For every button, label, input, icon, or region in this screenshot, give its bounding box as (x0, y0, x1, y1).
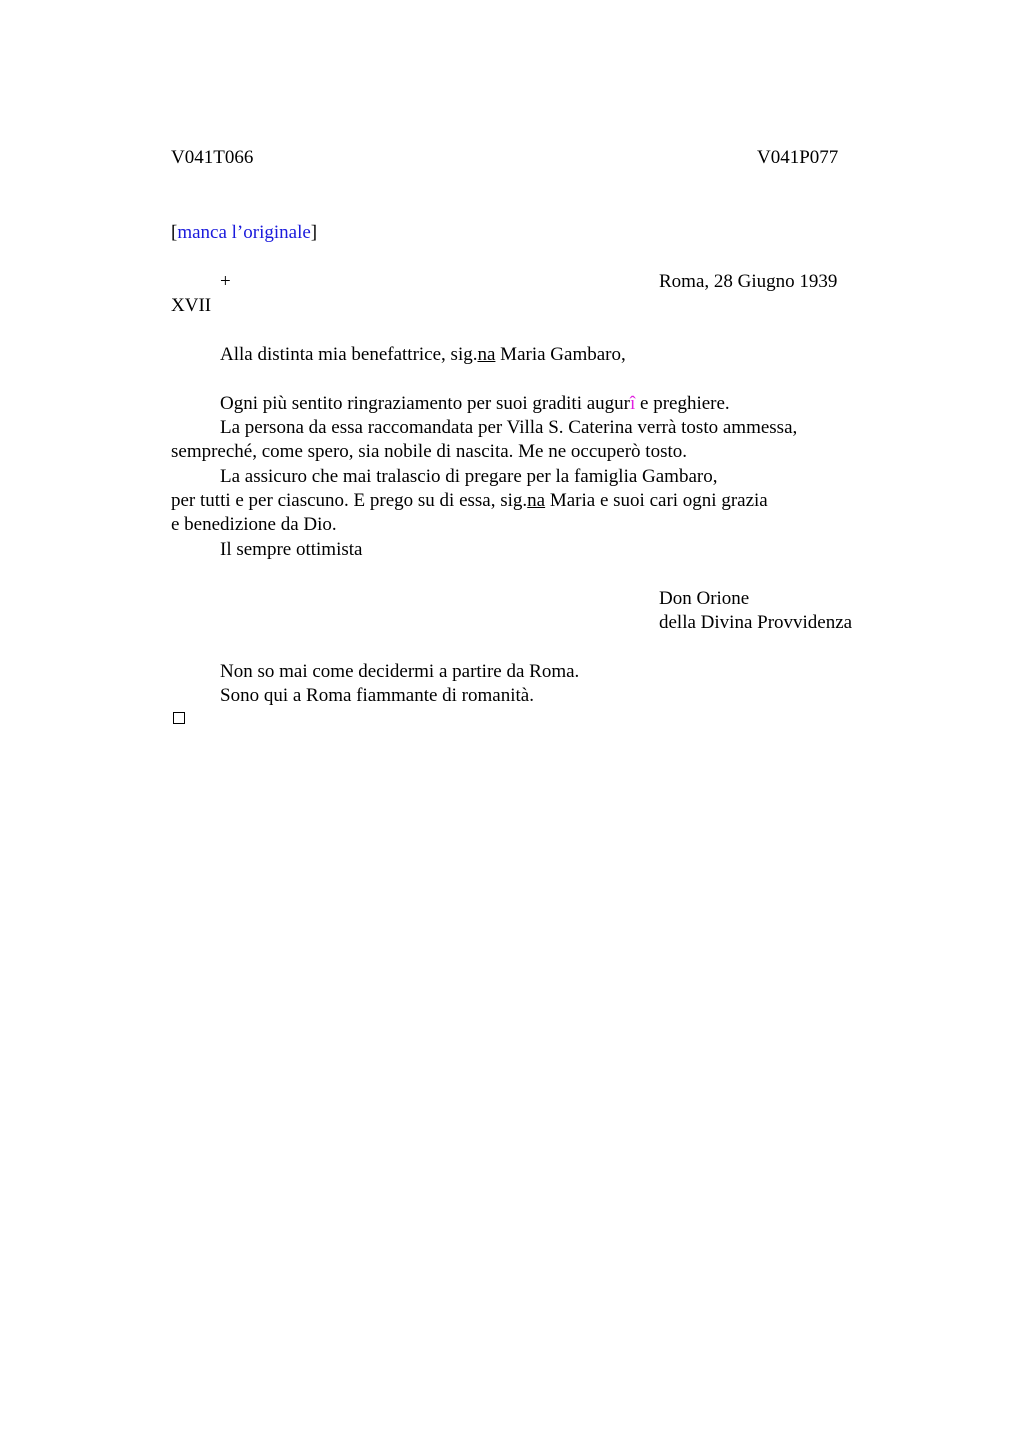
note-open-bracket: [ (171, 222, 178, 243)
closing-phrase: Il sempre ottimista (220, 539, 363, 560)
salutation-name: Maria Gambaro, (495, 344, 626, 365)
cross-mark: + (220, 271, 231, 292)
note-close-bracket: ] (310, 222, 318, 243)
editorial-note (171, 221, 317, 245)
signature-name: Don Orione (659, 588, 750, 609)
body-paragraph-2-line-1: La persona da essa raccomandata per Villa S. Caterina verrà tosto ammessa, (220, 417, 798, 438)
p1-text: Ogni più sentito ringraziamento per suoi graditi augur (220, 393, 630, 414)
square-outline-icon (173, 712, 185, 724)
p3-text: per tutti e per ciascuno. E prego su di essa, sig. (171, 490, 528, 511)
p3-abbr: na (527, 490, 546, 511)
p1-mark: î (629, 393, 636, 414)
body-paragraph-1 (220, 392, 730, 416)
era-year: XVII (171, 295, 212, 316)
p3-text-end: Maria e suoi cari ogni grazia (545, 490, 768, 511)
salutation-abbr: na (477, 344, 496, 365)
p1-text-end: e preghiere. (635, 393, 730, 414)
postscript-line-1: Non so mai come decidermi a partire da Roma. (220, 661, 580, 682)
postscript-line-2: Sono qui a Roma fiammante di romanità. (220, 685, 534, 706)
body-paragraph-3-line-3: e benedizione da Dio. (171, 514, 337, 535)
body-paragraph-2-line-2: sempreché, come spero, sia nobile di nascita. Me ne occuperò tosto. (171, 441, 687, 462)
document-code-left: V041T066 (171, 147, 254, 168)
document-code-right: V041P077 (757, 147, 839, 168)
body-paragraph-3-line-2 (171, 489, 768, 513)
place-date: Roma, 28 Giugno 1939 (659, 271, 838, 292)
body-paragraph-3-line-1: La assicuro che mai tralascio di pregare per la famiglia Gambaro, (220, 466, 718, 487)
note-text: manca l’originale (177, 222, 311, 243)
salutation-text: Alla distinta mia benefattrice, sig. (220, 344, 478, 365)
signature-title: della Divina Provvidenza (659, 612, 853, 633)
salutation (220, 343, 626, 367)
